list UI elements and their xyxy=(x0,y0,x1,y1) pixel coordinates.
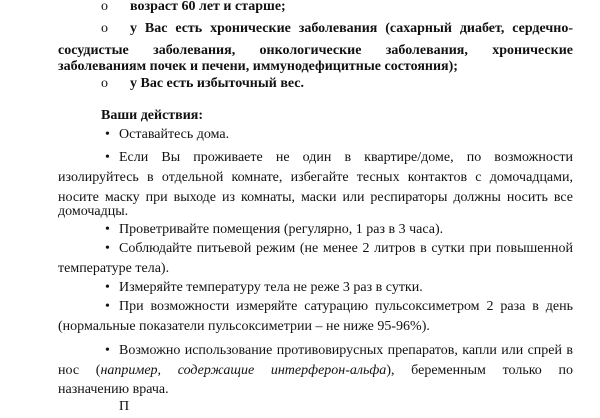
action-next-cut xyxy=(119,396,419,418)
action-text: Оставайтесь дома. xyxy=(119,127,230,142)
risk-item-chronic: у Вас есть хронические заболевания (сахарный диабет, сердечно- xyxy=(130,21,573,36)
bullet-icon: • xyxy=(105,222,110,237)
action-text: При возможности измеряйте сатурацию пульсоксиметром 2 раза в день xyxy=(119,299,573,314)
action-text: ), беременным только по xyxy=(386,363,573,378)
action-antiviral xyxy=(105,340,573,362)
bullet-icon: • xyxy=(105,280,110,295)
action-text: Проветривайте помещения (регулярно, 1 раз в 3 часа). xyxy=(119,222,444,237)
bullet-icon: • xyxy=(105,241,110,256)
action-text: назначению врача. xyxy=(58,382,169,397)
risk-item-chronic-end: заболеваниям почек и печени, иммунодефицитные состояния); xyxy=(58,59,458,74)
list-marker: o xyxy=(101,76,108,91)
action-text: Соблюдайте питьевой режим (не менее 2 литров в сутки при повышенной xyxy=(119,241,573,256)
action-drink xyxy=(105,238,573,260)
bullet-icon: • xyxy=(105,127,110,142)
action-saturation-end: (нормальные показатели пульсоксиметрии – не ниже 95-96%). xyxy=(58,319,430,334)
bullet-icon: • xyxy=(105,299,110,314)
actions-heading: Ваши действия: xyxy=(101,108,204,123)
risk-item-age: возраст 60 лет и старше; xyxy=(130,0,286,14)
action-text: нос ( xyxy=(58,363,101,378)
action-text: П xyxy=(119,399,130,414)
action-text: Если Вы проживаете не один в квартире/доме, по возможности xyxy=(119,150,573,165)
action-saturation xyxy=(105,296,573,318)
action-text: Измеряйте температуру тела не реже 3 раз в сутки. xyxy=(119,280,423,295)
action-drink-end: температуре тела). xyxy=(58,261,170,276)
action-stay-home xyxy=(105,124,229,146)
bullet-icon: • xyxy=(105,150,110,165)
bullet-icon: • xyxy=(105,343,110,358)
list-marker: o xyxy=(101,0,108,14)
action-text: Возможно использование противовирусных препаратов, капли или спрей в xyxy=(119,343,573,358)
list-marker: o xyxy=(101,21,108,36)
action-isolate-cont: носите маску при выходе из комнаты, маски или респираторы должны носить все xyxy=(58,190,573,205)
action-text-italic: например, содержащие интерферон-альфа xyxy=(100,363,387,378)
action-isolate xyxy=(105,147,573,169)
action-isolate-end: домочадцы. xyxy=(58,204,129,219)
action-isolate-cont: изолируйтесь в отдельной комнате, избегайте тесных контактов с домочадцами, xyxy=(58,170,573,185)
risk-item-weight: у Вас есть избыточный вес. xyxy=(130,76,305,91)
risk-item-chronic-cont: сосудистые заболевания, онкологические заболевания, хронические xyxy=(58,43,573,58)
